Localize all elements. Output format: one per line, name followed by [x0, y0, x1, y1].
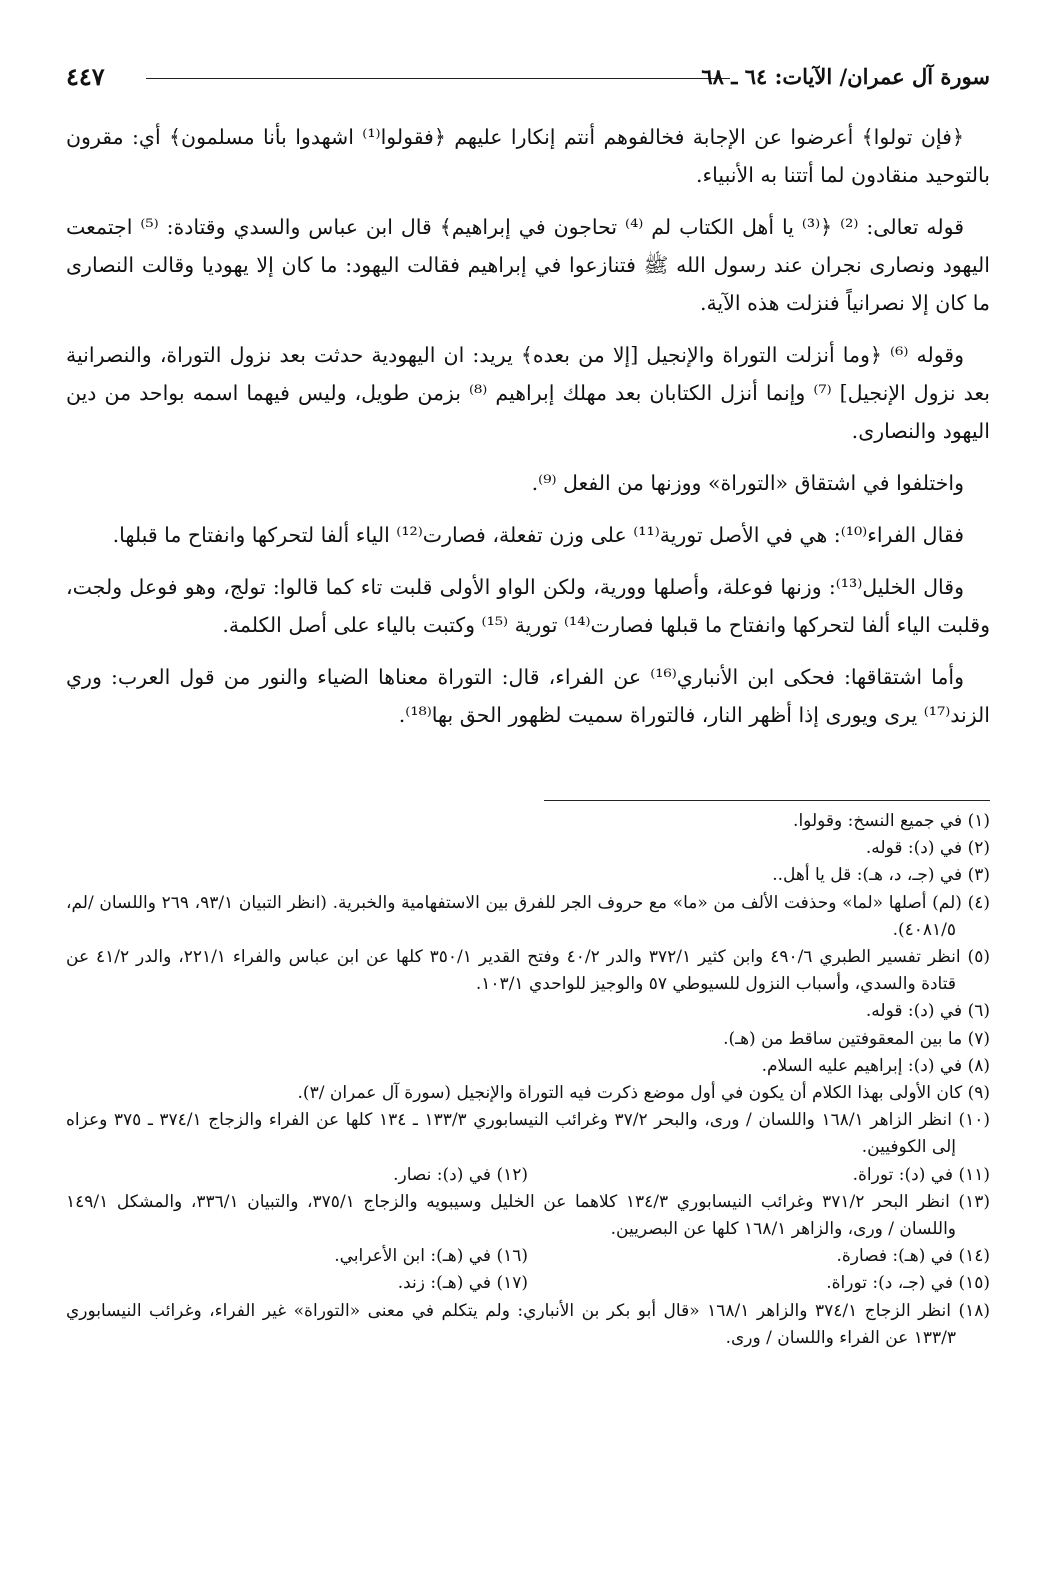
paragraph: قوله تعالى: ⁽²⁾ ﴿⁽³⁾ يا أهل الكتاب لم ⁽⁴⁾ تحاجون في إبراهيم﴾ قال ابن عباس والسدي وقتادة: ⁽⁵⁾ اجتمعت اليهود ونصارى نجران عند رسول الله ﷺ فتنازعوا في إبراهيم فقالت اليهود: ما كان إلا يهوديا وقالت النصارى ما كان إلا نصرانياً فنزلت هذه الآية. — [66, 215, 990, 315]
footnote: (١٨) انظر الزجاج ٣٧٤/١ والزاهر ١٦٨/١ «قال أبو بكر بن الأنباري: ولم يتكلم في معنى «التوراة» غير الفراء، وغرائب النيسابوري ١٣٣/٣ عن الفراء واللسان / ورى. — [66, 1300, 990, 1348]
page-number: ٤٤٧ — [66, 62, 105, 91]
footnote-pair — [66, 1162, 990, 1189]
footnote-separator — [544, 800, 990, 801]
footnote-pair — [66, 1270, 990, 1297]
page-header — [66, 58, 990, 98]
paragraph: فقال الفراء⁽¹⁰⁾: هي في الأصل تورية⁽¹¹⁾ على وزن تفعلة، فصارت⁽¹²⁾ الياء ألفا لتحركها وانفتاح ما قبلها. — [112, 523, 964, 547]
footnote: (٤) (لم) أصلها «لما» وحذفت الألف من «ما» مع حروف الجر للفرق بين الاستفهامية والخبرية. (انظر التبيان ٩٣/١، ٢٦٩ واللسان /لم، ٤٠٨١/٥). — [66, 892, 990, 940]
footnote: (١٤) في (هـ): فصارة. — [836, 1246, 990, 1267]
footnote: (٨) في (د): إبراهيم عليه السلام. — [761, 1055, 990, 1076]
header-rule — [146, 78, 730, 79]
footnote: (١) في جميع النسخ: وقولوا. — [793, 811, 990, 831]
footnotes — [66, 808, 990, 1352]
footnote: (١٥) في (جـ، د): توراة. — [826, 1273, 990, 1294]
footnote: (٩) كان الأولى بهذا الكلام أن يكون في أول موضع ذكرت فيه التوراة والإنجيل (سورة آل عمران /٣). — [297, 1083, 990, 1104]
footnote: (٦) في (د): قوله. — [865, 1001, 990, 1022]
footnote: (١٠) انظر الزاهر ١٦٨/١ واللسان / ورى، والبحر ٣٧/٢ وغرائب النيسابوري ١٣٣/٣ ـ ١٣٤ كلها عن الفراء والزجاج ٣٧٤/١ ـ ٣٧٥ وعزاه إلى الكوفيين. — [66, 1110, 990, 1158]
footnote: (١٣) انظر البحر ٣٧١/٢ وغرائب النيسابوري ١٣٤/٣ كلاهما عن الخليل وسيبويه والزجاج ٣٧٥/١، والتبيان ٣٣٦/١، والمشكل ١٤٩/١ واللسان / ورى، والزاهر ١٦٨/١ كلها عن البصريين. — [66, 1191, 990, 1240]
paragraph: وأما اشتقاقها: فحكى ابن الأنباري⁽¹⁶⁾ عن الفراء، قال: التوراة معناها الضياء والنور من قول العرب: وري الزند⁽¹⁷⁾ يرى ويورى إذا أظهر النار، فالتوراة سميت لظهور الحق بها⁽¹⁸⁾. — [66, 665, 990, 727]
paragraph: وقال الخليل⁽¹³⁾: وزنها فوعلة، وأصلها وورية، ولكن الواو الأولى قلبت تاء كما قالوا: تولج، وهو فوعل ولجت، وقلبت الياء ألفا لتحركها وانفتاح ما قبلها فصارت⁽¹⁴⁾ تورية ⁽¹⁵⁾ وكتبت بالياء على أصل الكلمة. — [66, 575, 990, 637]
footnote: (٥) انظر تفسير الطبري ٤٩٠/٦ وابن كثير ٣٧٢/١ والدر ٤٠/٢ وفتح القدير ٣٥٠/١ كلها عن ابن عباس والفراء ٢٢١/١، والدر ٤١/٢ عن قتادة والسدي، وأسباب النزول للسيوطي ٥٧ والوجيز للواحدي ١٠٣/١. — [66, 947, 990, 995]
footnote: (٢) في (د): قوله. — [865, 838, 990, 859]
footnote-pair — [66, 1243, 990, 1270]
main-text — [66, 118, 990, 748]
paragraph: واختلفوا في اشتقاق «التوراة» ووزنها من الفعل ⁽⁹⁾. — [531, 471, 964, 495]
footnote: (١٦) في (هـ): ابن الأعرابي. — [334, 1246, 528, 1267]
footnote: (٣) في (جـ، د، هـ): قل يا أهل.. — [772, 865, 990, 886]
paragraph: ﴿فإن تولوا﴾ أعرضوا عن الإجابة فخالفوهم أنتم إنكارا عليهم ﴿فقولوا⁽¹⁾ اشهدوا بأنا مسلمون﴾ أي: مقرون بالتوحيد منقادون لما أتتنا به الأنبياء. — [66, 125, 990, 187]
footnote: (٧) ما بين المعقوفتين ساقط من (هـ). — [723, 1028, 990, 1049]
footnote: (١٢) في (د): نصار. — [393, 1164, 528, 1185]
footnote: (١٧) في (هـ): زند. — [397, 1273, 528, 1294]
running-title: سورة آل عمران/ الآيات: ٦٤ ـ ٦٨ — [701, 64, 990, 89]
footnote: (١١) في (د): توراة. — [852, 1164, 990, 1185]
paragraph: وقوله ⁽⁶⁾ ﴿وما أنزلت التوراة والإنجيل [إلا من بعده﴾ يريد: ان اليهودية حدثت بعد نزول التوراة، والنصرانية بعد نزول الإنجيل] ⁽⁷⁾ وإنما أنزل الكتابان بعد مهلك إبراهيم ⁽⁸⁾ بزمن طويل، وليس فيهما اسمه بواحد من دين اليهود والنصارى. — [66, 343, 990, 443]
